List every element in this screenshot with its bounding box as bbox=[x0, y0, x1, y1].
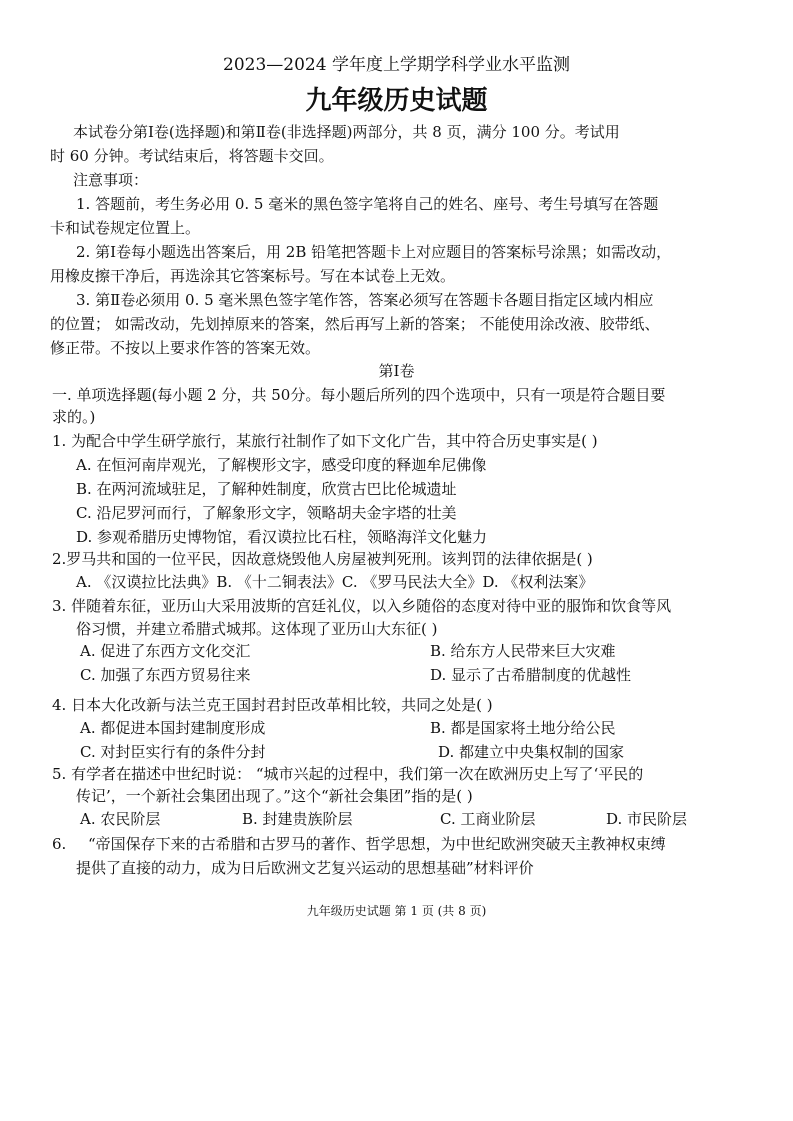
option: B. 给东方人民带来巨大灾难 bbox=[430, 642, 616, 660]
question-number: 6. bbox=[52, 835, 67, 853]
option: C. 加强了东西方贸易往来 bbox=[80, 666, 251, 684]
option: A. 《汉谟拉比法典》B. 《十二铜表法》C. 《罗马民法大全》D. 《权利法案》 bbox=[76, 573, 594, 591]
notice-item: 3. 第Ⅱ卷必须用 0. 5 毫米黑色签字笔作答，答案必须写在答题卡各题目指定区域内相应 bbox=[76, 291, 654, 309]
question-stem: 提供了直接的动力，成为日后欧洲文艺复兴运动的思想基础”材料评价 bbox=[76, 859, 534, 877]
option: B. 封建贵族阶层 bbox=[242, 810, 353, 828]
notice-item: 修正带。不按以上要求作答的答案无效。 bbox=[50, 339, 321, 357]
question-stem: 3. 伴随着东征，亚历山大采用波斯的宫廷礼仪，以入乡随俗的态度对待中亚的服饰和饮食等风 bbox=[52, 597, 672, 615]
option: D. 都建立中央集权制的国家 bbox=[438, 743, 625, 761]
question-stem: 2.罗马共和国的一位平民，因故意烧毁他人房屋被判死刑。该判罚的法律依据是( ) bbox=[52, 550, 593, 568]
option: D. 参观希腊历史博物馆，看汉谟拉比石柱，领略海洋文化魅力 bbox=[76, 528, 488, 546]
notice-title: 注意事项： bbox=[73, 171, 149, 189]
question-stem: 5. 有学者在描述中世纪时说： “城市兴起的过程中，我们第一次在欧洲历史上写了‘平民的 bbox=[52, 765, 644, 783]
option: C. 工商业阶层 bbox=[440, 810, 536, 828]
option: B. 都是国家将土地分给公民 bbox=[430, 719, 616, 737]
notice-item: 2. 第Ⅰ卷每小题选出答案后，用 2B 铅笔把答题卡上对应题目的答案标号涂黑；如需改动， bbox=[76, 243, 672, 261]
question-stem: 4. 日本大化改新与法兰克王国封君封臣改革相比较，共同之处是( ) bbox=[52, 696, 493, 714]
notice-item: 用橡皮擦干净后，再选涂其它答案标号。写在本试卷上无效。 bbox=[50, 267, 456, 285]
notice-item: 卡和试卷规定位置上。 bbox=[50, 219, 201, 237]
part-title: 第Ⅰ卷 bbox=[378, 362, 415, 380]
intro-line: 本试卷分第Ⅰ卷(选择题)和第Ⅱ卷(非选择题)两部分，共 8 页，满分 100 分。考试用 bbox=[73, 123, 620, 141]
option: A. 促进了东西方文化交汇 bbox=[80, 642, 251, 660]
notice-item: 1. 答题前，考生务必用 0. 5 毫米的黑色签字笔将自己的姓名、座号、考生号填写在答题 bbox=[76, 195, 659, 213]
question-stem: “帝国保存下来的古希腊和古罗马的著作、哲学思想，为中世纪欧洲突破天主教神权束缚 bbox=[88, 835, 666, 853]
page-title: 九年级历史试题 bbox=[305, 86, 488, 116]
option: A. 在恒河南岸观光，了解楔形文字，感受印度的释迦牟尼佛像 bbox=[76, 456, 487, 474]
option: C. 对封臣实行有的条件分封 bbox=[80, 743, 266, 761]
section-heading: 一. 单项选择题(每小题 2 分，共 50分。每小题后所列的四个选项中，只有一项是符合题目要 bbox=[52, 386, 666, 404]
exam-name: 2023—2024 学年度上学期学科学业水平监测 bbox=[223, 55, 570, 75]
question-stem: 俗习惯，并建立希腊式城邦。这体现了亚历山大东征( ) bbox=[76, 620, 438, 638]
option: A. 都促进本国封建制度形成 bbox=[80, 719, 266, 737]
section-heading: 求的。) bbox=[52, 408, 96, 426]
option: C. 沿尼罗河而行，了解象形文字，领略胡夫金字塔的壮美 bbox=[76, 504, 457, 522]
question-stem: 传记’，一个新社会集团出现了。”这个“新社会集团”指的是( ) bbox=[76, 787, 473, 805]
question-stem: 1. 为配合中学生研学旅行，某旅行社制作了如下文化广告，其中符合历史事实是( ) bbox=[52, 432, 598, 450]
intro-line: 时 60 分钟。考试结束后，将答题卡交回。 bbox=[50, 147, 334, 165]
option: D. 市民阶层 bbox=[606, 810, 688, 828]
option: A. 农民阶层 bbox=[80, 810, 161, 828]
notice-item: 的位置； 如需改动，先划掉原来的答案，然后再写上新的答案； 不能使用涂改液、胶带纸、 bbox=[50, 315, 660, 333]
page-footer: 九年级历史试题 第 1 页 (共 8 页) bbox=[306, 904, 487, 918]
option: B. 在两河流域驻足，了解种姓制度，欣赏古巴比伦城遗址 bbox=[76, 480, 457, 498]
option: D. 显示了古希腊制度的优越性 bbox=[430, 666, 632, 684]
